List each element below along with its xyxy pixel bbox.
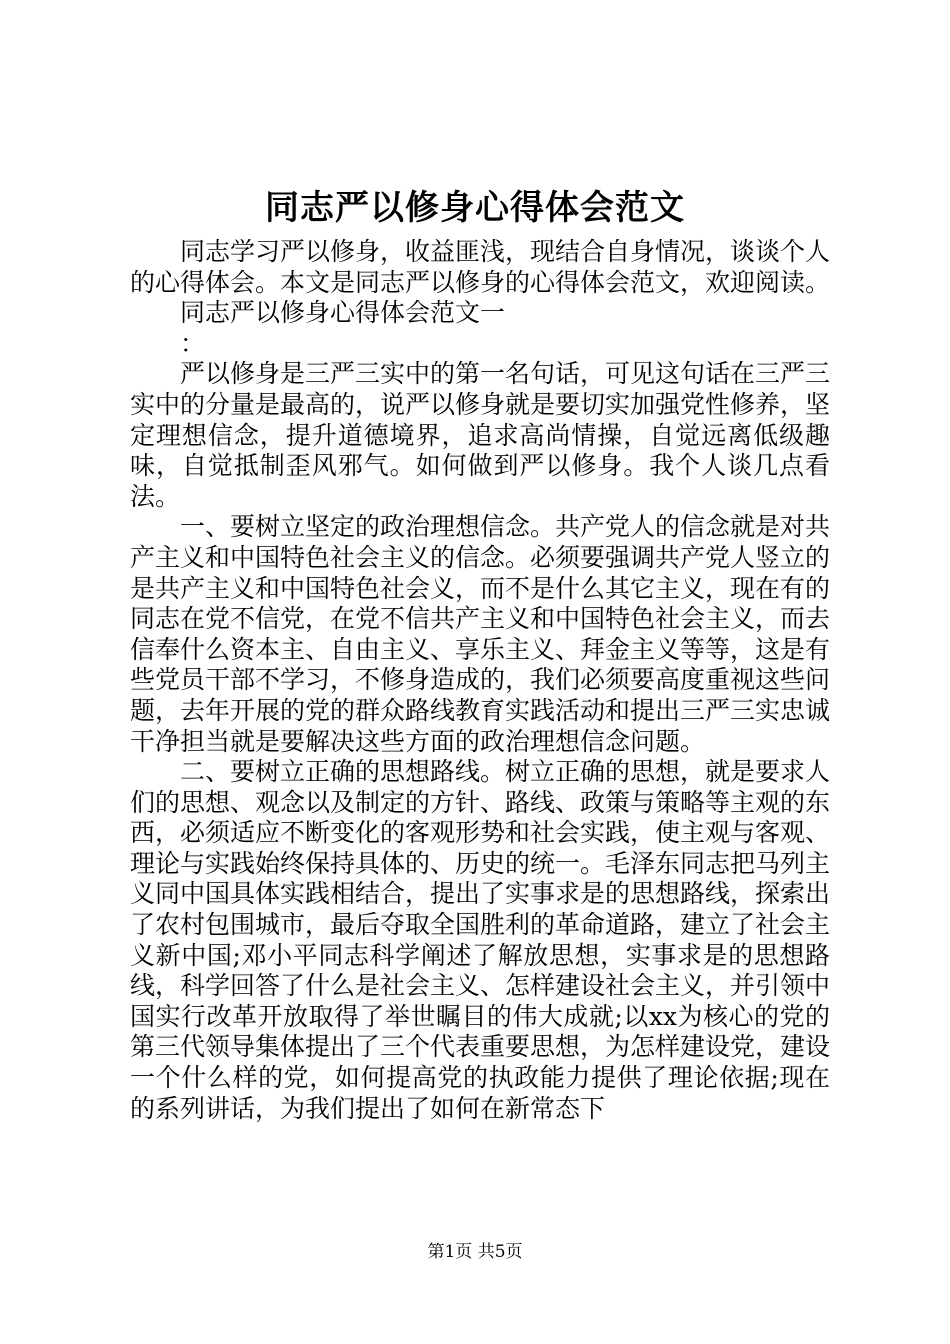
document-body	[130, 237, 830, 1124]
body-paragraph: 一、要树立坚定的政治理想信念。共产党人的信念就是对共产主义和中国特色社会主义的信念。必须要强调共产党人竖立的是共产主义和中国特色社会义，而不是什么其它主义，现在有的同志在党不信党，在党不信共产主义和中国特色社会主义，而去信奉什么资本主、自由主义、享乐主义、拜金主义等等，这是有些党员干部不学习，不修身造成的，我们必须要高度重视这些问题，去年开展的党的群众路线教育实践活动和提出三严三实忠诚干净担当就是要解决这些方面的政治理想信念问题。	[130, 512, 831, 756]
body-paragraph: 严以修身是三严三实中的第一名句话，可见这句话在三严三实中的分量是最高的，说严以修身就是要切实加强党性修养，坚定理想信念，提升道德境界，追求高尚情操，自觉远离低级趣味，自觉抵制歪风邪气。如何做到严以修身。我个人谈几点看法。	[130, 359, 831, 511]
body-paragraph: 二、要树立正确的思想路线。树立正确的思想，就是要求人们的思想、观念以及制定的方针、路线、政策与策略等主观的东西，必须适应不断变化的客观形势和社会实践，使主观与客观、理论与实践始终保持具体的、历史的统一。毛泽东同志把马列主义同中国具体实践相结合，提出了实事求是的思想路线，探索出了农村包围城市，最后夺取全国胜利的革命道路，建立了社会主义新中国;邓小平同志科学阐述了解放思想，实事求是的思想路线，科学回答了什么是社会主义、怎样建设社会主义，并引领中国实行改革开放取得了举世瞩目的伟大成就;以xx为核心的党的第三代领导集体提出了三个代表重要思想，为怎样建设党，建设一个什么样的党，如何提高党的执政能力提供了理论依据;现在的系列讲话，为我们提出了如何在新常态下	[130, 757, 831, 1123]
section-heading: 同志严以修身心得体会范文一	[180, 298, 506, 328]
colon-line: ：	[180, 328, 206, 358]
intro-paragraph: 同志学习严以修身，收益匪浅，现结合自身情况，谈谈个人的心得体会。本文是同志严以修身的心得体会范文，欢迎阅读。	[130, 237, 831, 297]
page-footer: 第1页 共5页	[427, 1242, 523, 1262]
document-title: 同志严以修身心得体会范文	[265, 188, 685, 228]
